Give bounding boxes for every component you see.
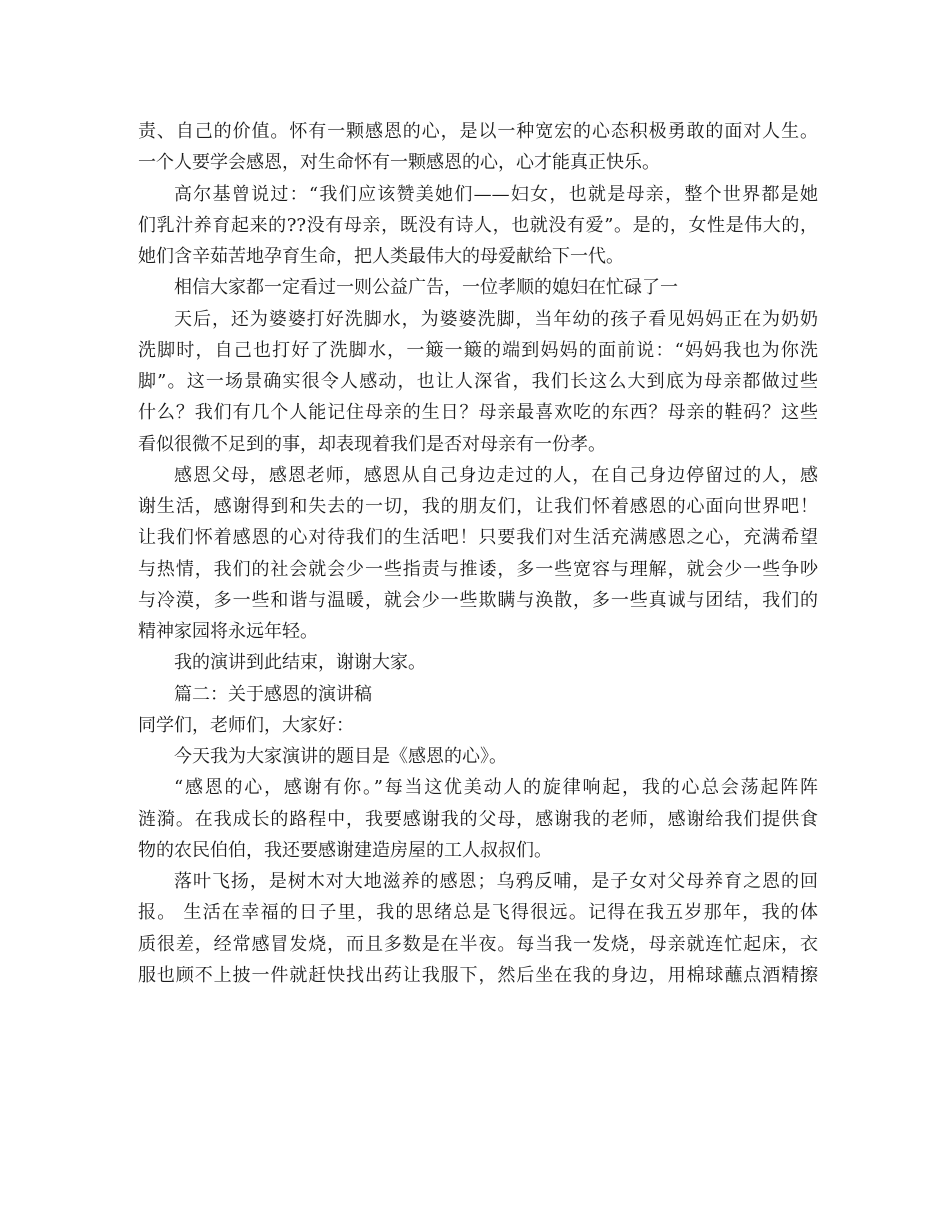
- text-line: 感恩父母，感恩老师，感恩从自己身边走过的人，在自己身边停留过的人，感: [174, 464, 818, 486]
- text-line: 与冷漠，多一些和谐与温暖，就会少一些欺瞒与涣散，多一些真诚与团结，我们的: [138, 589, 818, 611]
- text-line: “感恩的心，感谢有你。”每当这优美动人的旋律响起，我的心总会荡起阵阵: [174, 777, 818, 799]
- text-line: 谢生活，感谢得到和失去的一切，我的朋友们，让我们怀着感恩的心面向世界吧！: [138, 496, 818, 517]
- text-line: 质很差，经常感冒发烧，而且多数是在半夜。每当我一发烧，母亲就连忙起床，衣: [138, 933, 818, 955]
- text-line: 看似很微不足到的事，却表现着我们是否对母亲有一份孝。: [138, 433, 606, 455]
- text-line: 让我们怀着感恩的心对待我们的生活吧！只要我们对生活充满感恩之心，充满希望: [138, 527, 818, 549]
- text-line: 她们含辛茹苦地孕育生命，把人类最伟大的母爱献给下一代。: [138, 246, 624, 267]
- text-line: 们乳汁养育起来的??没有母亲，既没有诗人，也就没有爱”。是的，女性是伟大的，: [138, 214, 818, 236]
- text-line: 精神家园将永远年轻。: [138, 621, 318, 642]
- text-line: 什么？我们有几个人能记住母亲的生日？母亲最喜欢吃的东西？母亲的鞋码？这些: [138, 402, 818, 424]
- text-line: 物的农民伯伯，我还要感谢建造房屋的工人叔叔们。: [138, 839, 552, 861]
- text-line: 报。 生活在幸福的日子里，我的思绪总是飞得很远。记得在我五岁那年，我的体: [138, 902, 818, 924]
- text-line: 涟漪。在我成长的路程中，我要感谢我的父母，感谢我的老师，感谢给我们提供食: [138, 808, 818, 830]
- text-line: 落叶飞扬，是树木对大地滋养的感恩；乌鸦反哺，是子女对父母养育之恩的回: [174, 871, 818, 892]
- text-line: 服也顾不上披一件就赶快找出药让我服下，然后坐在我的身边，用棉球蘸点酒精擦: [138, 964, 818, 986]
- text-line: 责、自己的价值。怀有一颗感恩的心，是以一种宽宏的心态积极勇敢的面对人生。: [138, 121, 818, 142]
- text-line: 我的演讲到此结束，谢谢大家。: [174, 652, 426, 674]
- text-line: 今天我为大家演讲的题目是《感恩的心》。: [174, 746, 507, 767]
- text-line: 天后，还为婆婆打好洗脚水，为婆婆洗脚，当年幼的孩子看见妈妈正在为奶奶: [174, 308, 818, 330]
- document-body: [138, 116, 818, 991]
- text-line: 脚”。这一场景确实很令人感动，也让人深省，我们长这么大到底为母亲都做过些: [138, 371, 818, 392]
- text-line: 高尔基曾说过：“我们应该赞美她们——妇女，也就是母亲，整个世界都是她: [174, 183, 818, 205]
- text-line: 同学们，老师们，大家好：: [138, 714, 354, 736]
- text-line: 一个人要学会感恩，对生命怀有一颗感恩的心，心才能真正快乐。: [138, 152, 660, 174]
- text-line: 篇二：关于感恩的演讲稿: [174, 683, 372, 705]
- text-line: 洗脚时，自己也打好了洗脚水，一簸一簸的端到妈妈的面前说：“妈妈我也为你洗: [138, 339, 818, 361]
- text-line: 与热情，我们的社会就会少一些指责与推诿，多一些宽容与理解，就会少一些争吵: [138, 558, 818, 580]
- text-line: 相信大家都一定看过一则公益广告，一位孝顺的媳妇在忙碌了一: [174, 277, 678, 299]
